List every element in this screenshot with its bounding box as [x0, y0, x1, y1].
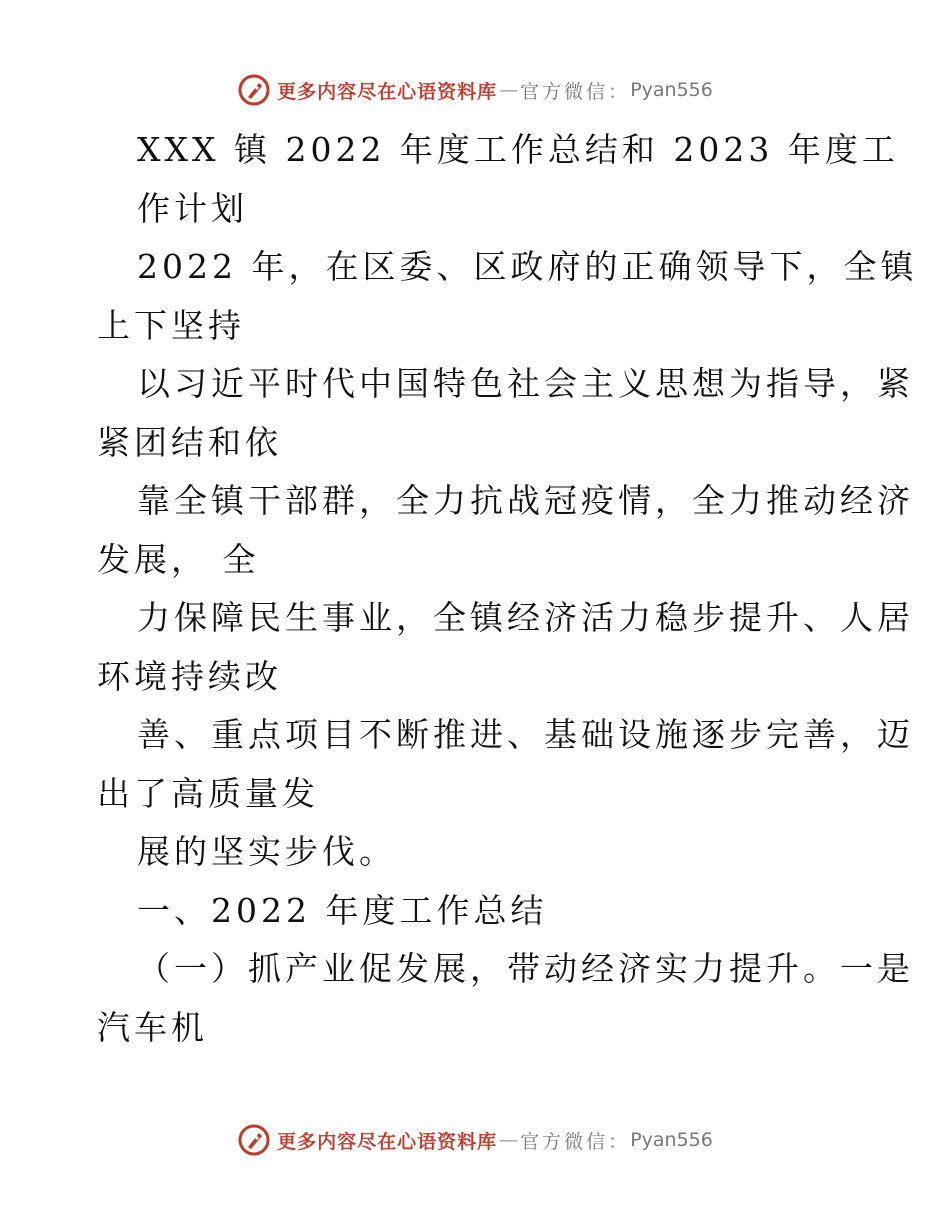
watermark-header: [0, 70, 950, 110]
watermark-wechat-id: Pyan556: [630, 1129, 713, 1151]
paragraph-line: 力保障民生事业，全镇经济活力稳步提升、人居: [137, 598, 914, 637]
document-title-line-2: 作计划: [137, 188, 248, 228]
paragraph-line: 以习近平时代中国特色社会主义思想为指导，紧: [137, 364, 914, 403]
section-heading: 一、2022 年度工作总结: [137, 890, 548, 930]
watermark-dash: —: [499, 79, 519, 101]
paragraph-line: 上下坚持: [97, 305, 245, 345]
paragraph-line: 环境持续改: [97, 656, 282, 696]
watermark-dash: —: [499, 1129, 519, 1151]
subsection-line: 汽车机: [97, 1007, 208, 1047]
watermark-wechat-id: Pyan556: [630, 79, 713, 101]
watermark-site-text: 更多内容尽在心语资料库: [277, 80, 498, 103]
document-body: [97, 121, 918, 1057]
paragraph-line: 靠全镇干部群，全力抗战冠疫情，全力推动经济: [137, 481, 914, 520]
watermark-official-label: 官方微信：: [520, 1130, 631, 1153]
watermark-site-text: 更多内容尽在心语资料库: [277, 1130, 498, 1153]
watermark-official-label: 官方微信：: [520, 80, 631, 103]
paragraph-line: 善、重点项目不断推进、基础设施逐步完善，迈: [137, 715, 914, 754]
watermark-footer: [0, 1120, 950, 1160]
paragraph-line: 2022 年，在区委、区政府的正确领导下，全镇: [137, 247, 918, 286]
pen-nib-seal-icon: [237, 1123, 271, 1157]
pen-nib-seal-icon: [237, 73, 271, 107]
paragraph-line: 发展， 全: [97, 539, 260, 579]
paragraph-line: 出了高质量发: [97, 773, 319, 813]
paragraph-line: 展的坚实步伐。: [137, 832, 396, 871]
document-title-line-1: XXX 镇 2022 年度工作总结和 2023 年度工: [137, 130, 899, 169]
paragraph-line: 紧团结和依: [97, 422, 282, 462]
subsection-line: （一）抓产业促发展，带动经济实力提升。一是: [137, 949, 914, 988]
